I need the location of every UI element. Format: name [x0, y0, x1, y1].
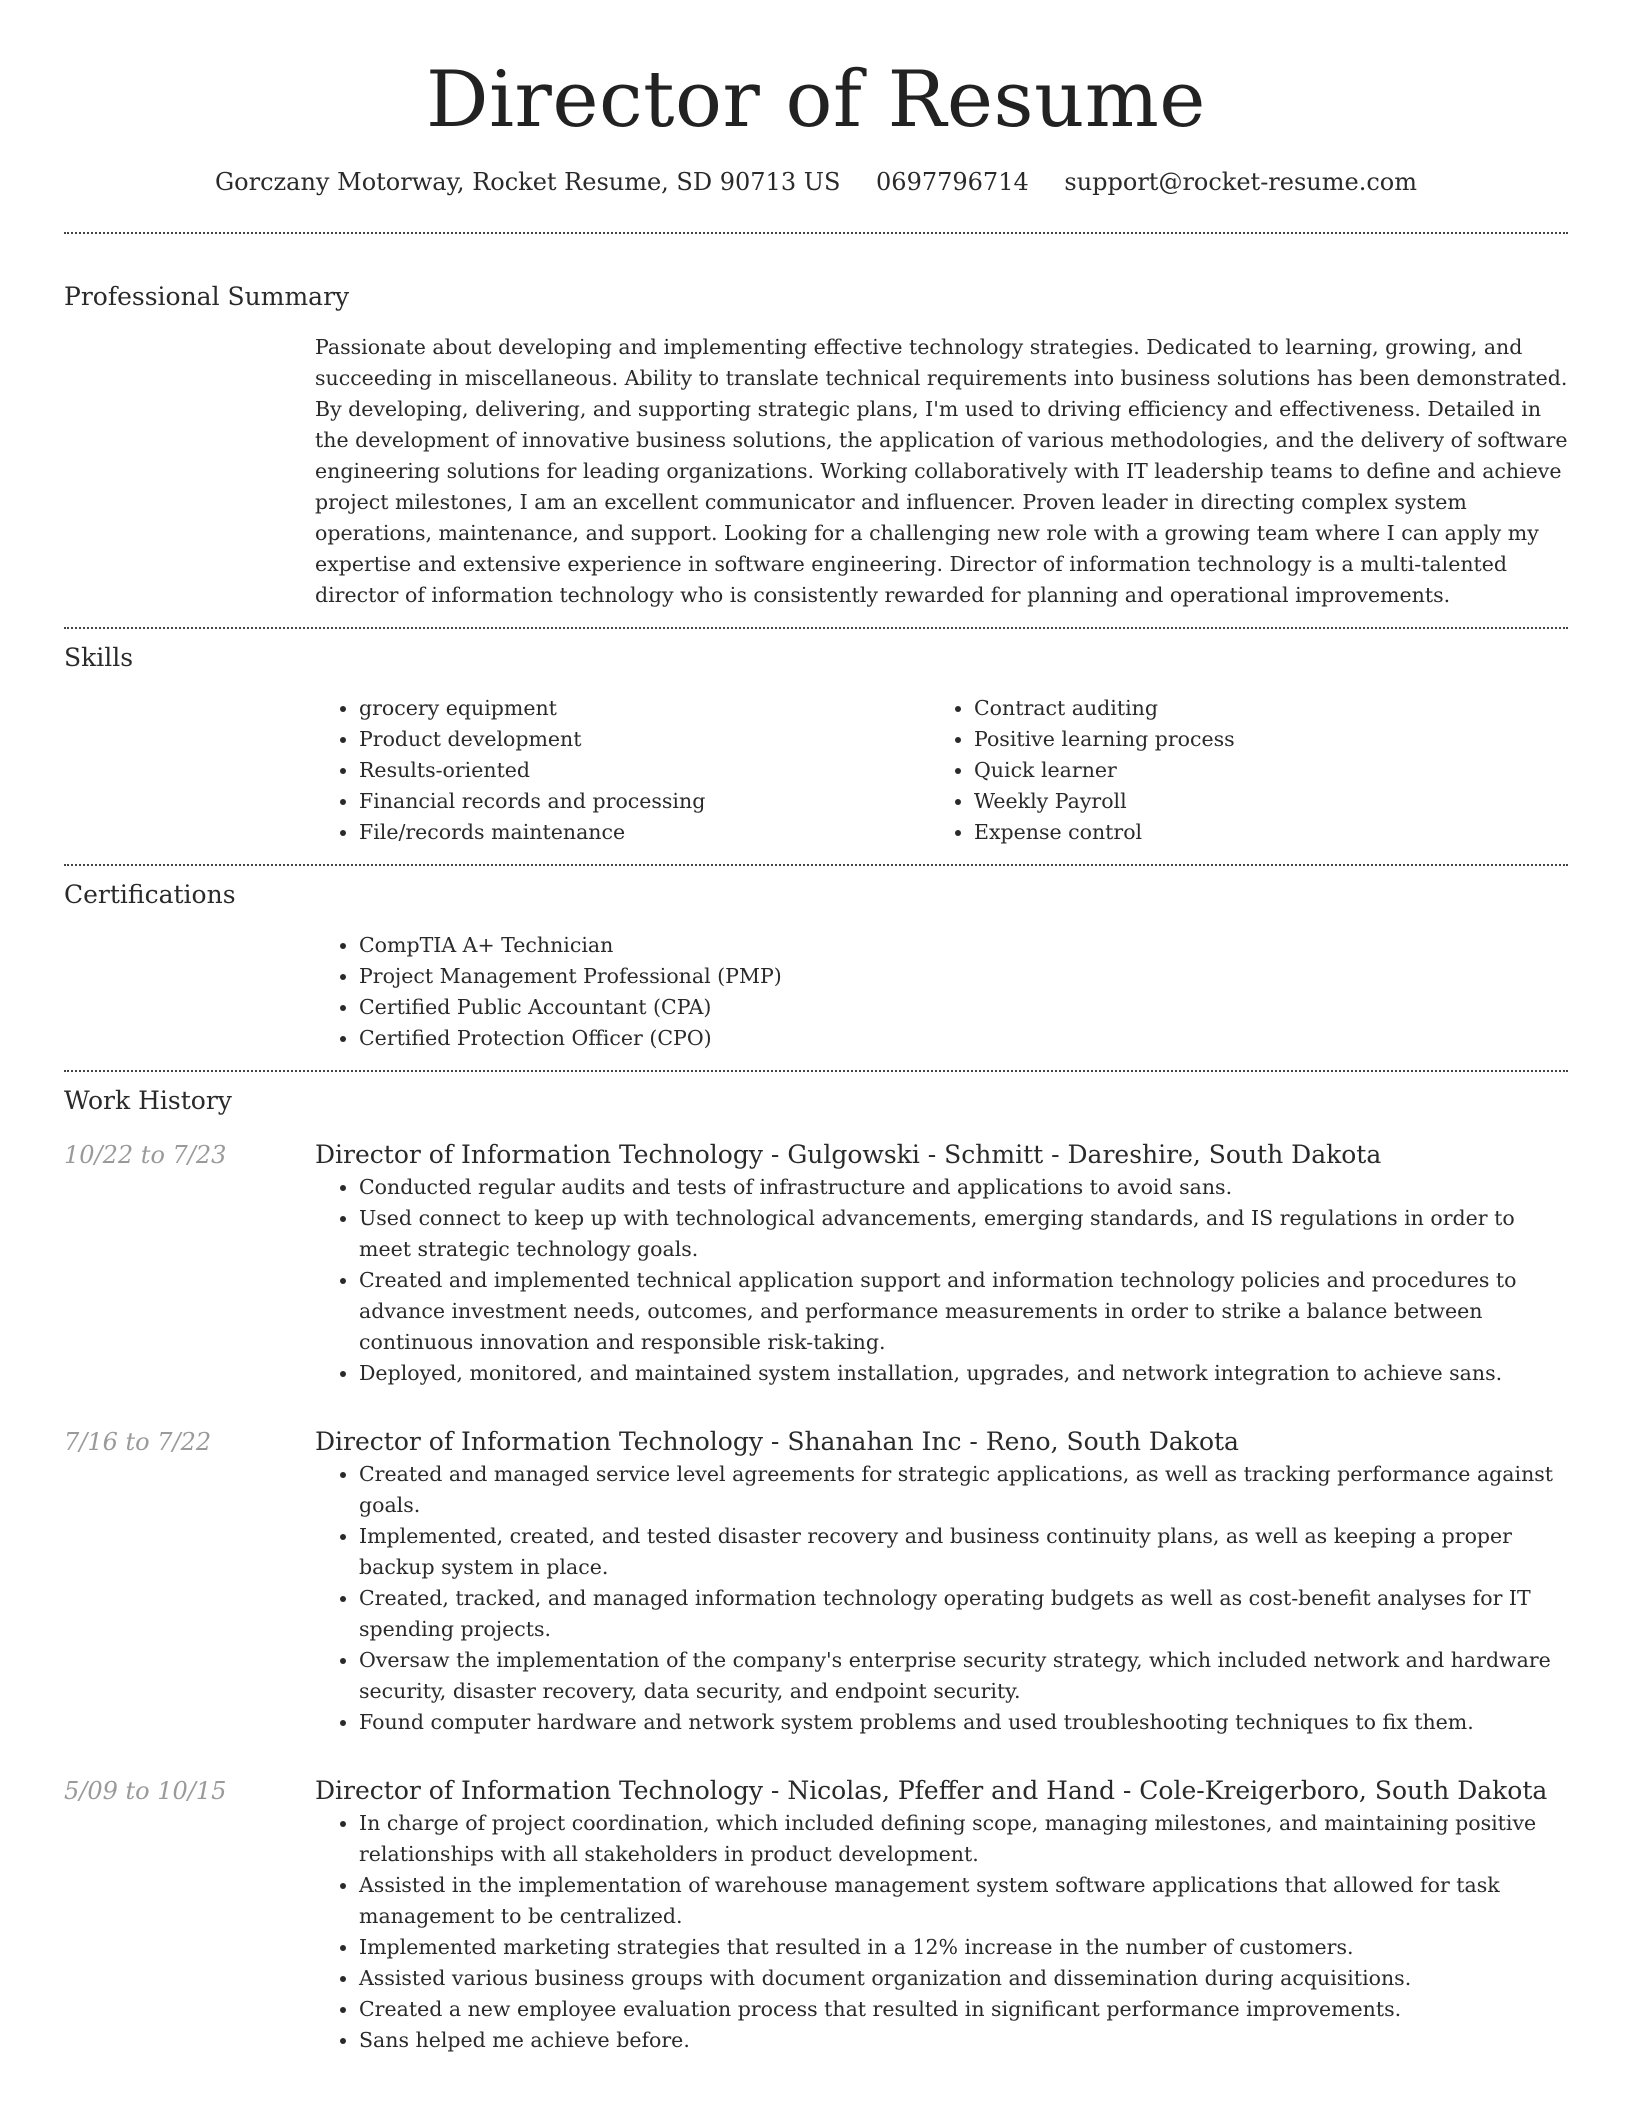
skill-item: • Contract auditing: [974, 693, 1545, 724]
job-bullets: [315, 1808, 1568, 2056]
job-details: [315, 1138, 1568, 1389]
job-bullet: • Created, tracked, and managed information technology operating budgets as well as cost-benefit analyses for IT spending projects.: [359, 1583, 1568, 1645]
job-bullet: • In charge of project coordination, which included defining scope, managing milestones, and maintaining positive relationships with all stakeholders in product development.: [359, 1808, 1568, 1870]
job-bullets: [315, 1172, 1568, 1389]
job-bullet: • Sans helped me achieve before.: [359, 2025, 1568, 2056]
contact-line: [64, 166, 1568, 198]
divider: [64, 1070, 1568, 1072]
skills-column-left: [315, 693, 930, 848]
skill-item: • grocery equipment: [359, 693, 930, 724]
job-dates: 5/09 to 10/15: [64, 1777, 227, 1805]
skill-item: • Financial records and processing: [359, 786, 930, 817]
certifications-list: [315, 930, 1568, 1054]
skill-item: • Product development: [359, 724, 930, 755]
divider: [64, 232, 1568, 234]
skills-column-right: [930, 693, 1545, 848]
job-bullet: • Conducted regular audits and tests of infrastructure and applications to avoid sans.: [359, 1172, 1568, 1203]
skill-item: • Positive learning process: [974, 724, 1545, 755]
skill-item: • Weekly Payroll: [974, 786, 1545, 817]
job-bullets: [315, 1459, 1568, 1738]
divider: [64, 864, 1568, 866]
certification-item: • Project Management Professional (PMP): [359, 961, 1568, 992]
skill-item: • Quick learner: [974, 755, 1545, 786]
section-title-summary: Professional Summary: [64, 282, 350, 311]
certification-item: • Certified Protection Officer (CPO): [359, 1023, 1568, 1054]
section-title-work-history: Work History: [64, 1086, 232, 1115]
job-entry: [64, 1425, 1568, 1738]
contact-address: Gorczany Motorway, Rocket Resume, SD 90713 US: [214, 168, 841, 196]
job-bullet: • Deployed, monitored, and maintained system installation, upgrades, and network integration to achieve sans.: [359, 1358, 1568, 1389]
skills-grid: [315, 693, 1568, 848]
job-entry: [64, 1774, 1568, 2056]
job-bullet: • Found computer hardware and network system problems and used troubleshooting techniques to fix them.: [359, 1707, 1568, 1738]
job-details: [315, 1774, 1568, 2056]
contact-email: support@rocket-resume.com: [1064, 168, 1417, 196]
job-bullet: • Created and managed service level agreements for strategic applications, as well as tracking performance against goals.: [359, 1459, 1568, 1521]
section-title-certifications: Certifications: [64, 880, 236, 909]
job-title: Director of Information Technology - Gulgowski - Schmitt - Dareshire, South Dakota: [315, 1140, 1382, 1169]
job-details: [315, 1425, 1568, 1738]
job-bullet: • Created a new employee evaluation process that resulted in significant performance improvements.: [359, 1994, 1568, 2025]
job-bullet: • Created and implemented technical application support and information technology policies and procedures to advance investment needs, outcomes, and performance measurements in order to strike a balance between continuous innovation and responsible risk-taking.: [359, 1265, 1568, 1358]
divider: [64, 627, 1568, 629]
job-bullet: • Assisted various business groups with document organization and dissemination during acquisitions.: [359, 1963, 1568, 1994]
job-entry: [64, 1138, 1568, 1389]
certification-item: • CompTIA A+ Technician: [359, 930, 1568, 961]
job-bullet: • Used connect to keep up with technological advancements, emerging standards, and IS regulations in order to meet strategic technology goals.: [359, 1203, 1568, 1265]
section-title-skills: Skills: [64, 643, 134, 672]
resume-name: Director of Resume: [426, 55, 1206, 145]
job-bullet: • Assisted in the implementation of warehouse management system software applications that allowed for task management to be centralized.: [359, 1870, 1568, 1932]
summary-text: Passionate about developing and implementing effective technology strategies. Dedicated to learning, growing, and succeeding in miscellaneous. Ability to translate technical requirements into business solutions has been demonstrated. By developing, delivering, and supporting strategic plans, I'm used to driving efficiency and effectiveness. Detailed in the development of innovative business solutions, the application of various methodologies, and the delivery of software engineering solutions for leading organizations. Working collaboratively with IT leadership teams to define and achieve project milestones, I am an excellent communicator and influencer. Proven leader in directing complex system operations, maintenance, and support. Looking for a challenging new role with a growing team where I can apply my expertise and extensive experience in software engineering. Director of information technology is a multi-talented director of information technology who is consistently rewarded for planning and operational improvements.: [315, 335, 1568, 607]
job-title: Director of Information Technology - Shanahan Inc - Reno, South Dakota: [315, 1427, 1239, 1456]
job-title: Director of Information Technology - Nicolas, Pfeffer and Hand - Cole-Kreigerboro, South Dakota: [315, 1776, 1548, 1805]
contact-phone: 0697796714: [876, 168, 1029, 196]
certification-item: • Certified Public Accountant (CPA): [359, 992, 1568, 1023]
skill-item: • Expense control: [974, 817, 1545, 848]
job-bullet: • Implemented, created, and tested disaster recovery and business continuity plans, as well as keeping a proper backup system in place.: [359, 1521, 1568, 1583]
job-dates: 10/22 to 7/23: [64, 1141, 227, 1169]
skill-item: • Results-oriented: [359, 755, 930, 786]
job-dates: 7/16 to 7/22: [64, 1428, 212, 1456]
job-bullet: • Oversaw the implementation of the company's enterprise security strategy, which included network and hardware security, disaster recovery, data security, and endpoint security.: [359, 1645, 1568, 1707]
resume-page: [64, 0, 1568, 2056]
skill-item: • File/records maintenance: [359, 817, 930, 848]
job-bullet: • Implemented marketing strategies that resulted in a 12% increase in the number of customers.: [359, 1932, 1568, 1963]
